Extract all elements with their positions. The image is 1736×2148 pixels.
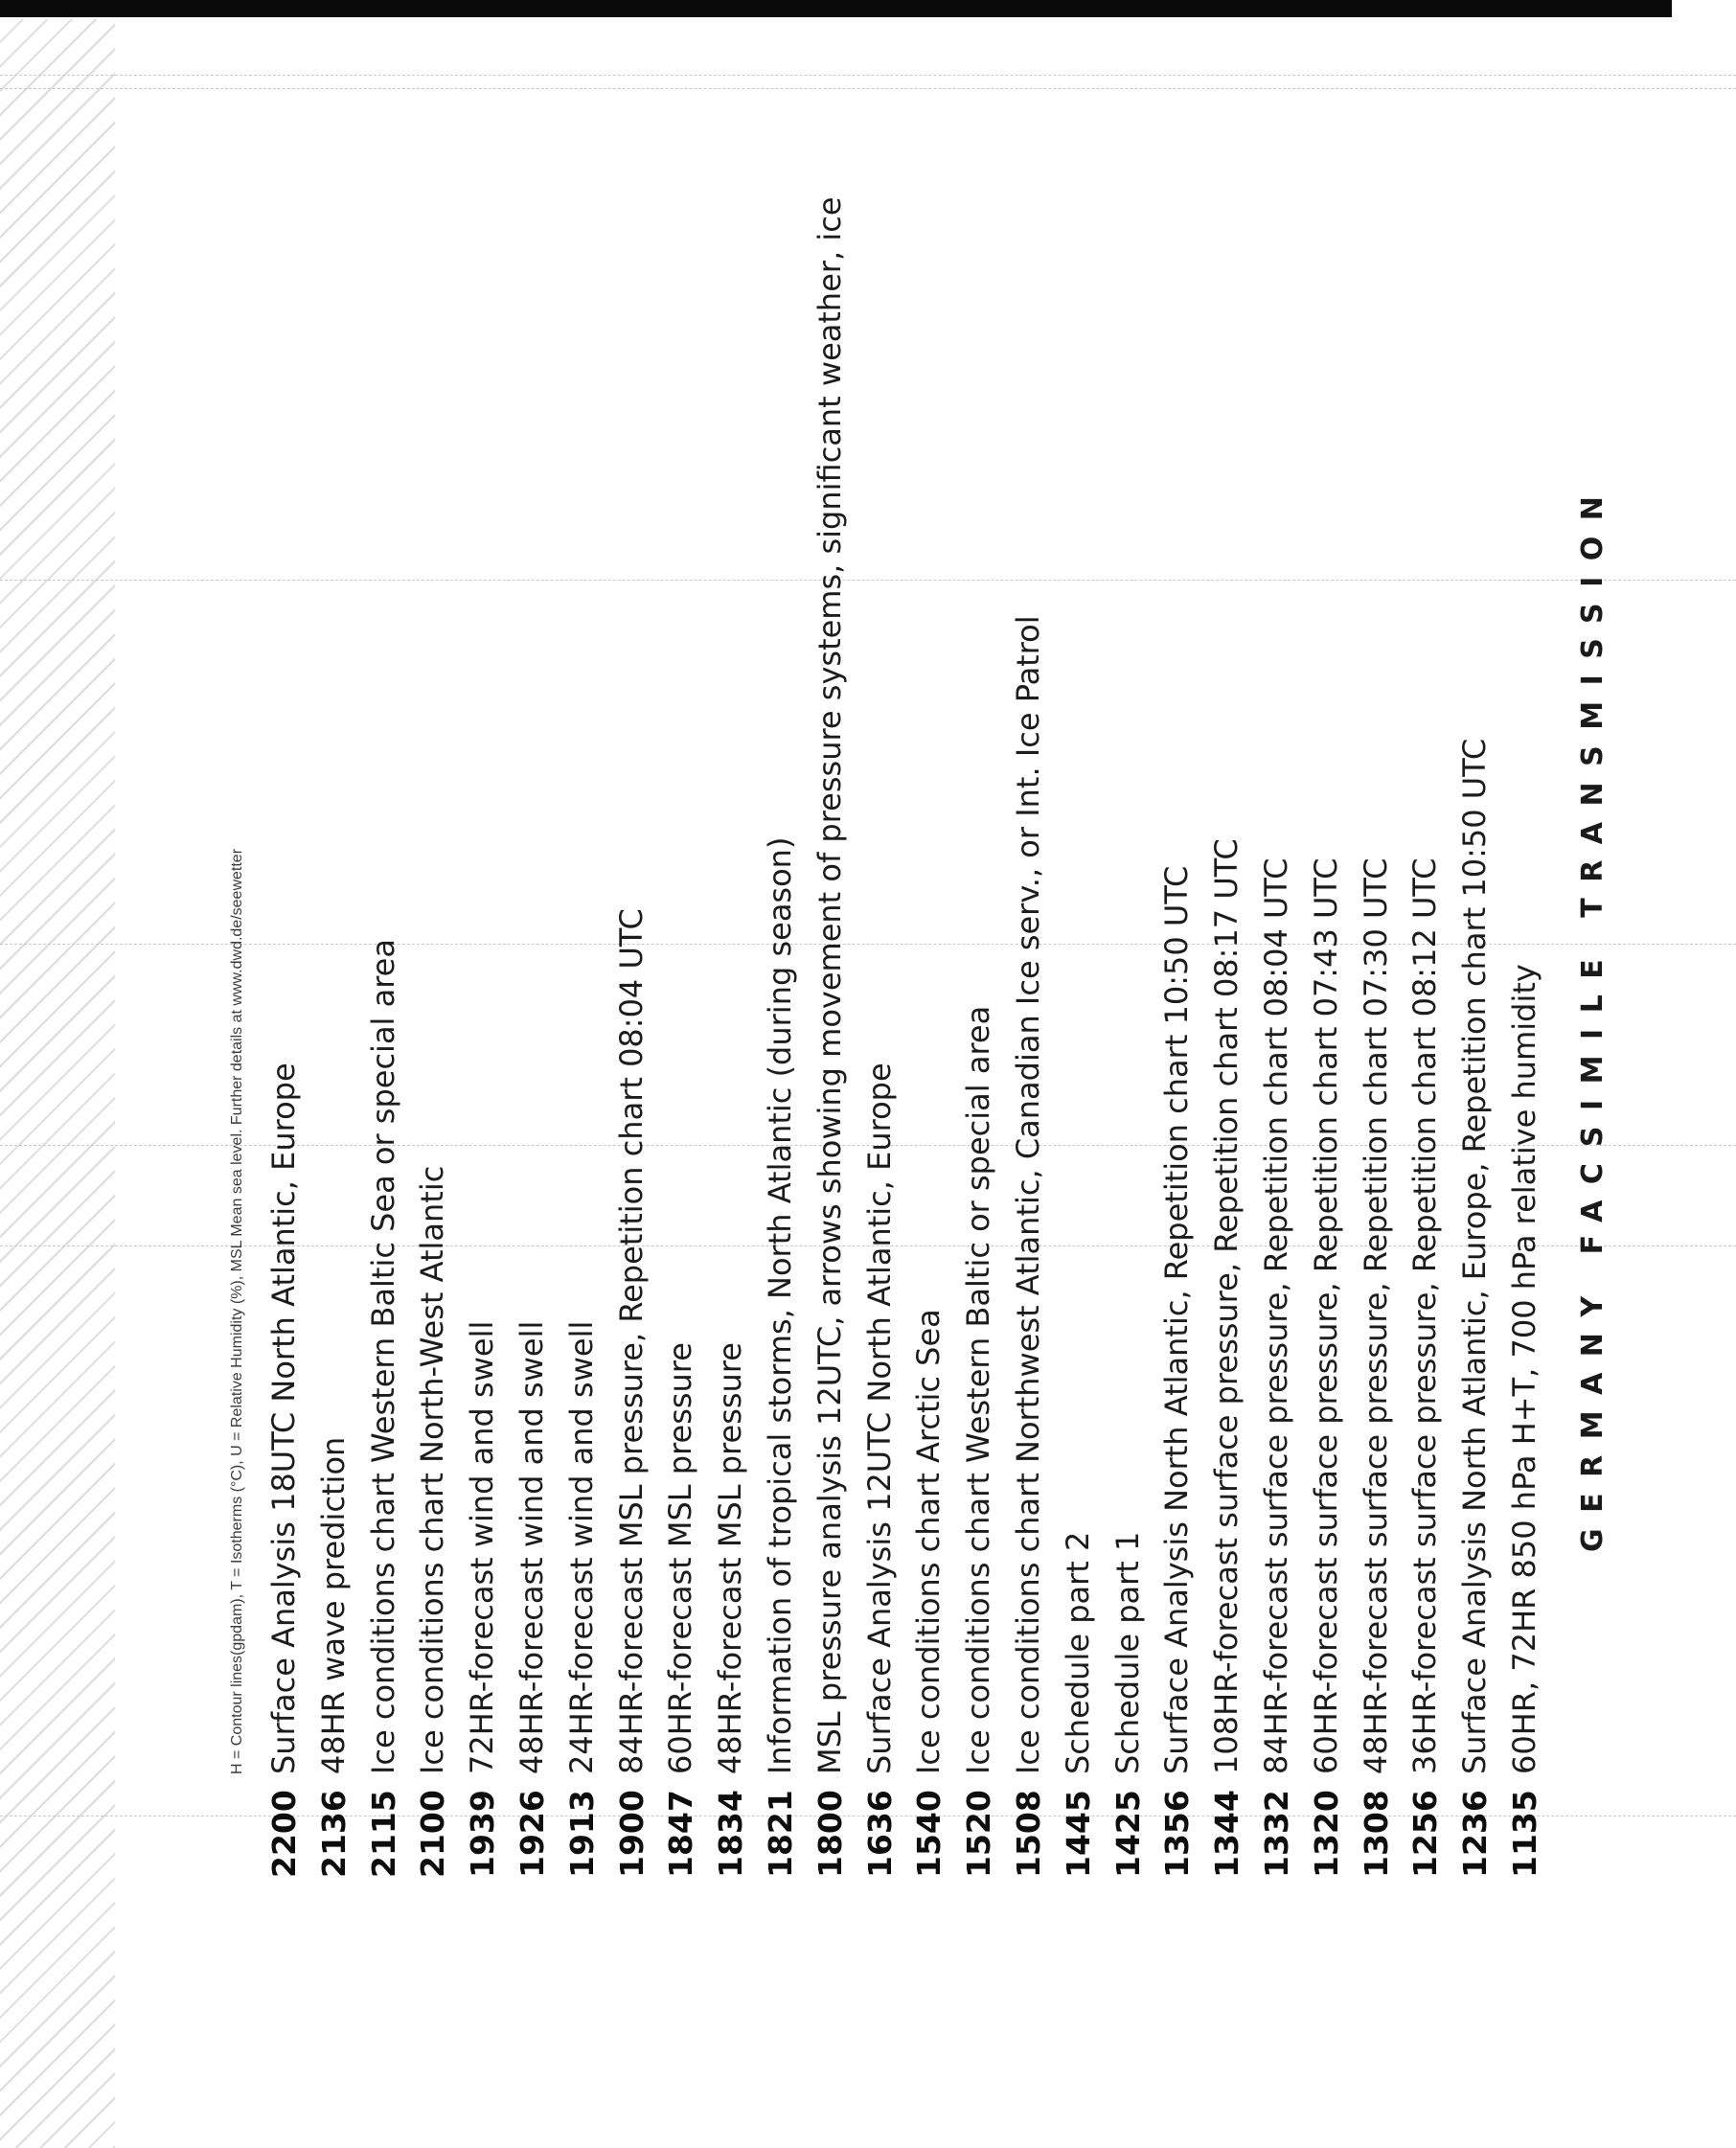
schedule-time: 2100 — [414, 1790, 451, 1878]
schedule-time: 1834 — [712, 1790, 749, 1878]
schedule-time: 1320 — [1308, 1790, 1345, 1878]
schedule-description: Surface Analysis 18UTC North Atlantic, Europe — [265, 1063, 302, 1774]
schedule-description: Information of tropical storms, North Atlantic (during season) — [762, 836, 798, 1774]
schedule-time: 1636 — [861, 1790, 899, 1878]
schedule-description: 48HR-forecast wind and swell — [514, 1320, 550, 1774]
schedule-time: 1256 — [1406, 1790, 1444, 1878]
schedule-time: 1356 — [1158, 1790, 1196, 1878]
schedule-time: 1332 — [1258, 1790, 1295, 1878]
schedule-time: 1236 — [1456, 1790, 1494, 1878]
schedule-time: 2115 — [365, 1790, 402, 1878]
schedule-description: 24HR-forecast wind and swell — [563, 1320, 600, 1774]
schedule-time: 1445 — [1060, 1790, 1097, 1878]
schedule-description: 84HR-forecast MSL pressure, Repetition chart 08:04 UTC — [613, 908, 650, 1774]
schedule-time: 1821 — [762, 1790, 799, 1878]
schedule-description: Surface Analysis North Atlantic, Repetition chart 10:50 UTC — [1158, 865, 1195, 1774]
schedule-description: Surface Analysis North Atlantic, Europe, Repetition chart 10:50 UTC — [1456, 738, 1493, 1774]
schedule-description: 48HR-forecast surface pressure, Repetition chart 07:30 UTC — [1358, 857, 1394, 1774]
schedule-description: Ice conditions chart Arctic Sea — [910, 1309, 947, 1774]
schedule-description: 36HR-forecast surface pressure, Repetition chart 08:12 UTC — [1406, 857, 1443, 1774]
schedule-time: 1425 — [1109, 1790, 1147, 1878]
schedule-description: 48HR-forecast MSL pressure — [712, 1342, 748, 1774]
footnote: H = Contour lines(gpdam), T = Isotherms (°C), U = Relative Humidity (%), MSL Mean sea level. Further details at www.dwd.de/seewetter — [229, 848, 245, 1774]
schedule-description: 60HR-forecast MSL pressure — [662, 1342, 698, 1774]
schedule-description: 108HR-forecast surface pressure, Repetition chart 08:17 UTC — [1208, 838, 1245, 1774]
schedule-time: 2200 — [265, 1790, 303, 1878]
schedule-description: Schedule part 2 — [1060, 1531, 1096, 1774]
schedule-description: MSL pressure analysis 12UTC, arrows showing movement of pressure systems, significant weather, ice — [811, 196, 848, 1774]
schedule-list — [144, 0, 1562, 1878]
schedule-description: 84HR-forecast surface pressure, Repetition chart 08:04 UTC — [1258, 857, 1294, 1774]
schedule-time: 1308 — [1358, 1790, 1395, 1878]
schedule-time: 1800 — [811, 1790, 849, 1878]
facsimile-sheet — [144, 0, 1638, 1878]
schedule-time: 1939 — [464, 1790, 501, 1878]
page-title: GERMANY FACSIMILE TRANSMISSION — [1576, 480, 1610, 1552]
schedule-description: 60HR, 72HR 850 hPa H+T, 700 hPa relative humidity — [1506, 964, 1542, 1774]
schedule-description: 72HR-forecast wind and swell — [464, 1320, 500, 1774]
schedule-description: Ice conditions chart Western Baltic or special area — [960, 1005, 996, 1774]
schedule-time: 1540 — [910, 1790, 948, 1878]
schedule-time: 1520 — [960, 1790, 997, 1878]
schedule-time: 1135 — [1506, 1790, 1543, 1878]
left-edge-hatching — [0, 19, 115, 2148]
schedule-description: Ice conditions chart North-West Atlantic — [414, 1165, 450, 1774]
schedule-time: 1508 — [1010, 1790, 1047, 1878]
schedule-description: 60HR-forecast surface pressure, Repetition chart 07:43 UTC — [1308, 857, 1344, 1774]
schedule-time: 2136 — [315, 1790, 353, 1878]
schedule-time: 1344 — [1208, 1790, 1245, 1878]
schedule-time: 1847 — [662, 1790, 699, 1878]
schedule-description: Ice conditions chart Western Baltic Sea or special area — [365, 939, 401, 1774]
schedule-description: 48HR wave prediction — [315, 1436, 352, 1774]
schedule-time: 1926 — [514, 1790, 551, 1878]
schedule-time: 1900 — [613, 1790, 651, 1878]
schedule-description: Schedule part 1 — [1109, 1531, 1146, 1774]
schedule-description: Ice conditions chart Northwest Atlantic, Canadian Ice serv., or Int. Ice Patrol — [1010, 615, 1046, 1774]
schedule-time: 1913 — [563, 1790, 601, 1878]
schedule-description: Surface Analysis 12UTC North Atlantic, Europe — [861, 1063, 898, 1774]
